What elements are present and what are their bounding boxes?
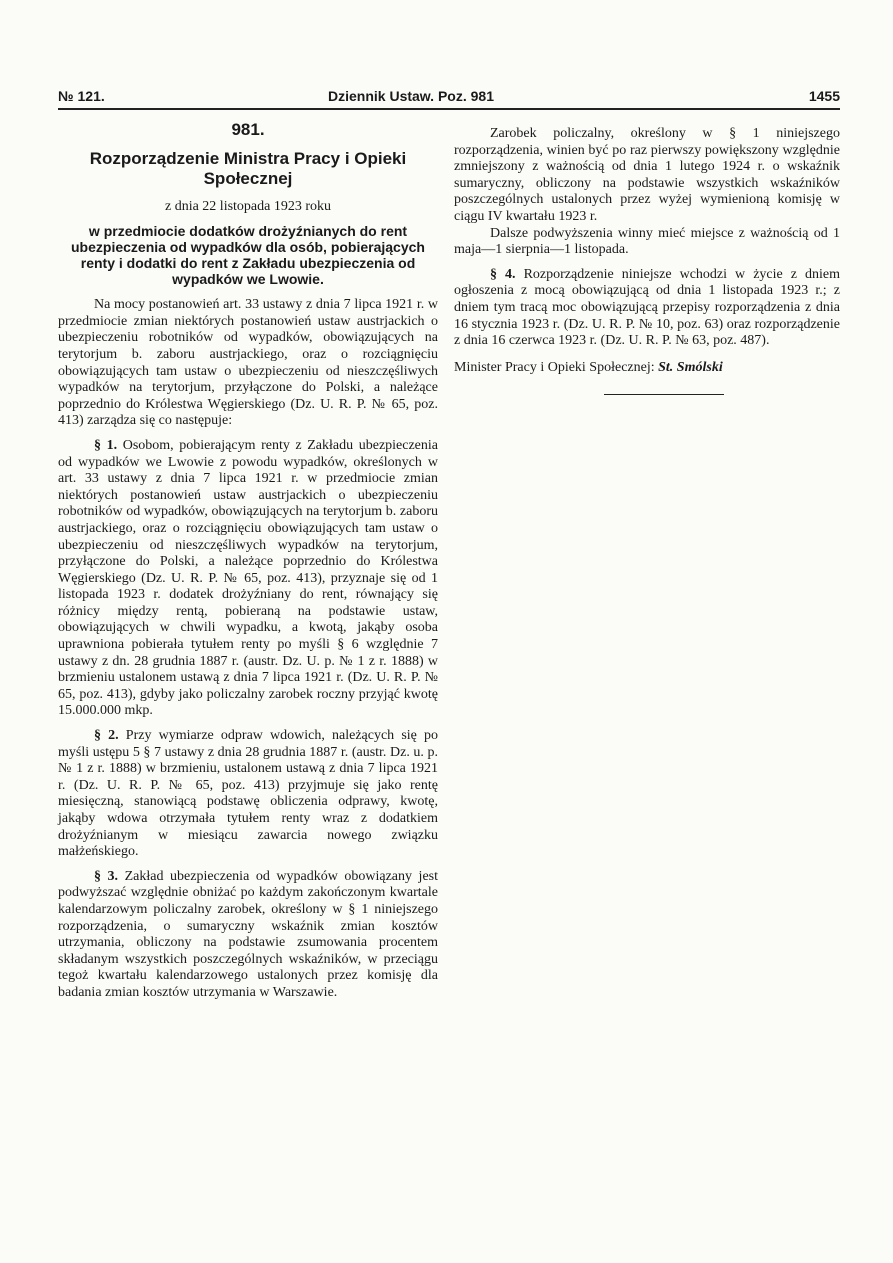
signature-name: St. Smólski — [658, 359, 723, 375]
act-title: Rozporządzenie Ministra Pracy i Opieki Społecznej — [89, 148, 407, 188]
section-2 — [58, 728, 438, 861]
right-column — [454, 120, 840, 395]
document-page — [58, 84, 841, 1000]
section-1 — [58, 438, 438, 720]
section-2-text: Przy wymiarze odpraw wdowich, należących się po myśli ustępu 5 § 7 ustawy z dnia 28 grudnia 1887 r. (austr. Dz. u. p. № 1 z r. 1888) w brzmieniu, ustalonem ustawą z dnia 7 lipca 1921 r. (Dz. U. R. P. № 65, poz. 413) przyjmuje się jako rentę miesięczną, stanowiącą podstawę obliczenia odprawy, kwotę, jakąby wdowa otrzymała tytułem renty wraz z dodatkiem drożyźnianym w miesiącu zawarcia nowego związku małżeńskiego. — [58, 728, 439, 860]
page-number: 1455 — [808, 88, 840, 104]
section-3-paragraph-2: Zarobek policzalny, określony w § 1 niniejszego rozporządzenia, winien być po raz pierwszy powiększony względnie zmniejszony z ważnością od dnia 1 lutego 1924 r. o wskaźnik sumaryczny, obliczony na podstawie wszystkich wskaźników poszczególnych ustalonych przez wyżej wymienioną komisję w ciągu IV kwartału 1923 r. — [454, 126, 840, 224]
intro-paragraph: Na mocy postanowień art. 33 ustawy z dnia 7 lipca 1921 r. w przedmiocie zmian niektórych postanowień ustaw austrjackich o ubezpieczeniu robotników od wypadków, obowiązujących na terytorjum b. zaboru austrjackiego, oraz o rozciągnięciu obowiązujących tam ustaw o ubezpieczeniu od nieszczęśliwych wypadków na terytorjum, przyłączone do Polski, a należące poprzednio do Królestwa Węgierskiego (Dz. U. R. P. № 65, poz. 413) zarządza się co następuje: — [58, 297, 438, 429]
section-4 — [454, 267, 840, 350]
act-subject: w przedmiocie dodatków drożyźnianych do rent ubezpieczenia od wypadków dla osób, pobierających renty i dodatki do rent z Zakładu ubezpieczenia od wypadków we Lwowie. — [71, 223, 425, 288]
closing-rule — [604, 394, 724, 395]
section-4-text: Rozporządzenie niniejsze wchodzi w życie z dniem ogłoszenia z mocą obowiązującą od dnia 1 listopada 1923 r.; z dniem tym tracą moc obowiązującą przepisy rozporządzenia z dnia 16 stycznia 1923 r. (Dz. U. R. P. № 10, poz. 63) oraz rozporządzenie z dnia 16 czerwca 1923 r. (Dz. U. R. P. № 63, poz. 487). — [454, 266, 841, 349]
section-3-text: Zakład ubezpieczenia od wypadków obowiązany jest podwyższać względnie obniżać po każdym zakończonym kwartale kalendarzowym policzalny zarobek, określony w § 1 niniejszego rozporządzenia, o sumaryczny wskaźnik zmian kosztów utrzymania, obliczony na podstawie zsumowania procentem składanym wszystkich poszczególnych wskaźników, w przeciągu tegoż kwartału kalendarzowego ustalonych przez komisję dla badania zmian kosztów utrzymania w Warszawie. — [58, 868, 438, 1000]
issue-number: № 121. — [58, 88, 105, 104]
section-3 — [58, 869, 438, 1002]
signature-label: Minister Pracy i Opieki Społecznej: — [454, 359, 655, 375]
section-3-paragraph-3: Dalsze podwyższenia winny mieć miejsce z ważnością od 1 maja—1 sierpnia—1 listopada. — [454, 225, 840, 258]
act-number: 981. — [231, 120, 265, 139]
section-3-label: § 3. — [94, 868, 119, 884]
header-rule — [58, 108, 840, 110]
section-1-label: § 1. — [94, 437, 118, 453]
act-date: z dnia 22 listopada 1923 roku — [164, 198, 332, 214]
section-1-text: Osobom, pobierającym renty z Zakładu ubezpieczenia od wypadków we Lwowie z powodu wypadków, określonych w art. 33 ustawy z dnia 7 lipca 1921 r. w przedmiocie zmian niektórych postanowień ustaw austrjackich o ubezpieczeniu robotników od wypadków, obowiązujących na terytorjum b. zaboru austrjackiego, oraz o rozciągnięciu obowiązujących tam ustaw o ubezpieczeniu od nieszczęśliwych wypadków na terytorjum, przyłączone do Polski, a należące poprzednio do Królestwa Węgierskiego (Dz. U. R. P. № 65, poz. 413), przyznaje się od 1 listopada 1923 r. dodatek drożyźniany do rent, równający się różnicy między rentą, pobieraną na podstawie ustaw, obowiązujących w chwili wypadku, a kwotą, jakąby osoba uprawniona pobierała tytułem renty po myśli § 6 względnie 7 ustawy z dn. 28 grudnia 1887 r. (austr. Dz. U. p. № 1 z r. 1888) w brzmieniu ustalonem ustawą z dnia 7 lipca 1921 r. (Dz. U. R. P. № 65, poz. 413), gdyby jako policzalny zarobek roczny przyjąć kwotę 15.000.000 mkp. — [58, 437, 439, 719]
left-column — [58, 120, 438, 1002]
page-header — [58, 84, 840, 108]
section-4-label: § 4. — [490, 266, 516, 282]
signature-line — [454, 360, 840, 377]
journal-title: Dziennik Ustaw. Poz. 981 — [328, 88, 494, 104]
section-2-label: § 2. — [94, 728, 119, 744]
